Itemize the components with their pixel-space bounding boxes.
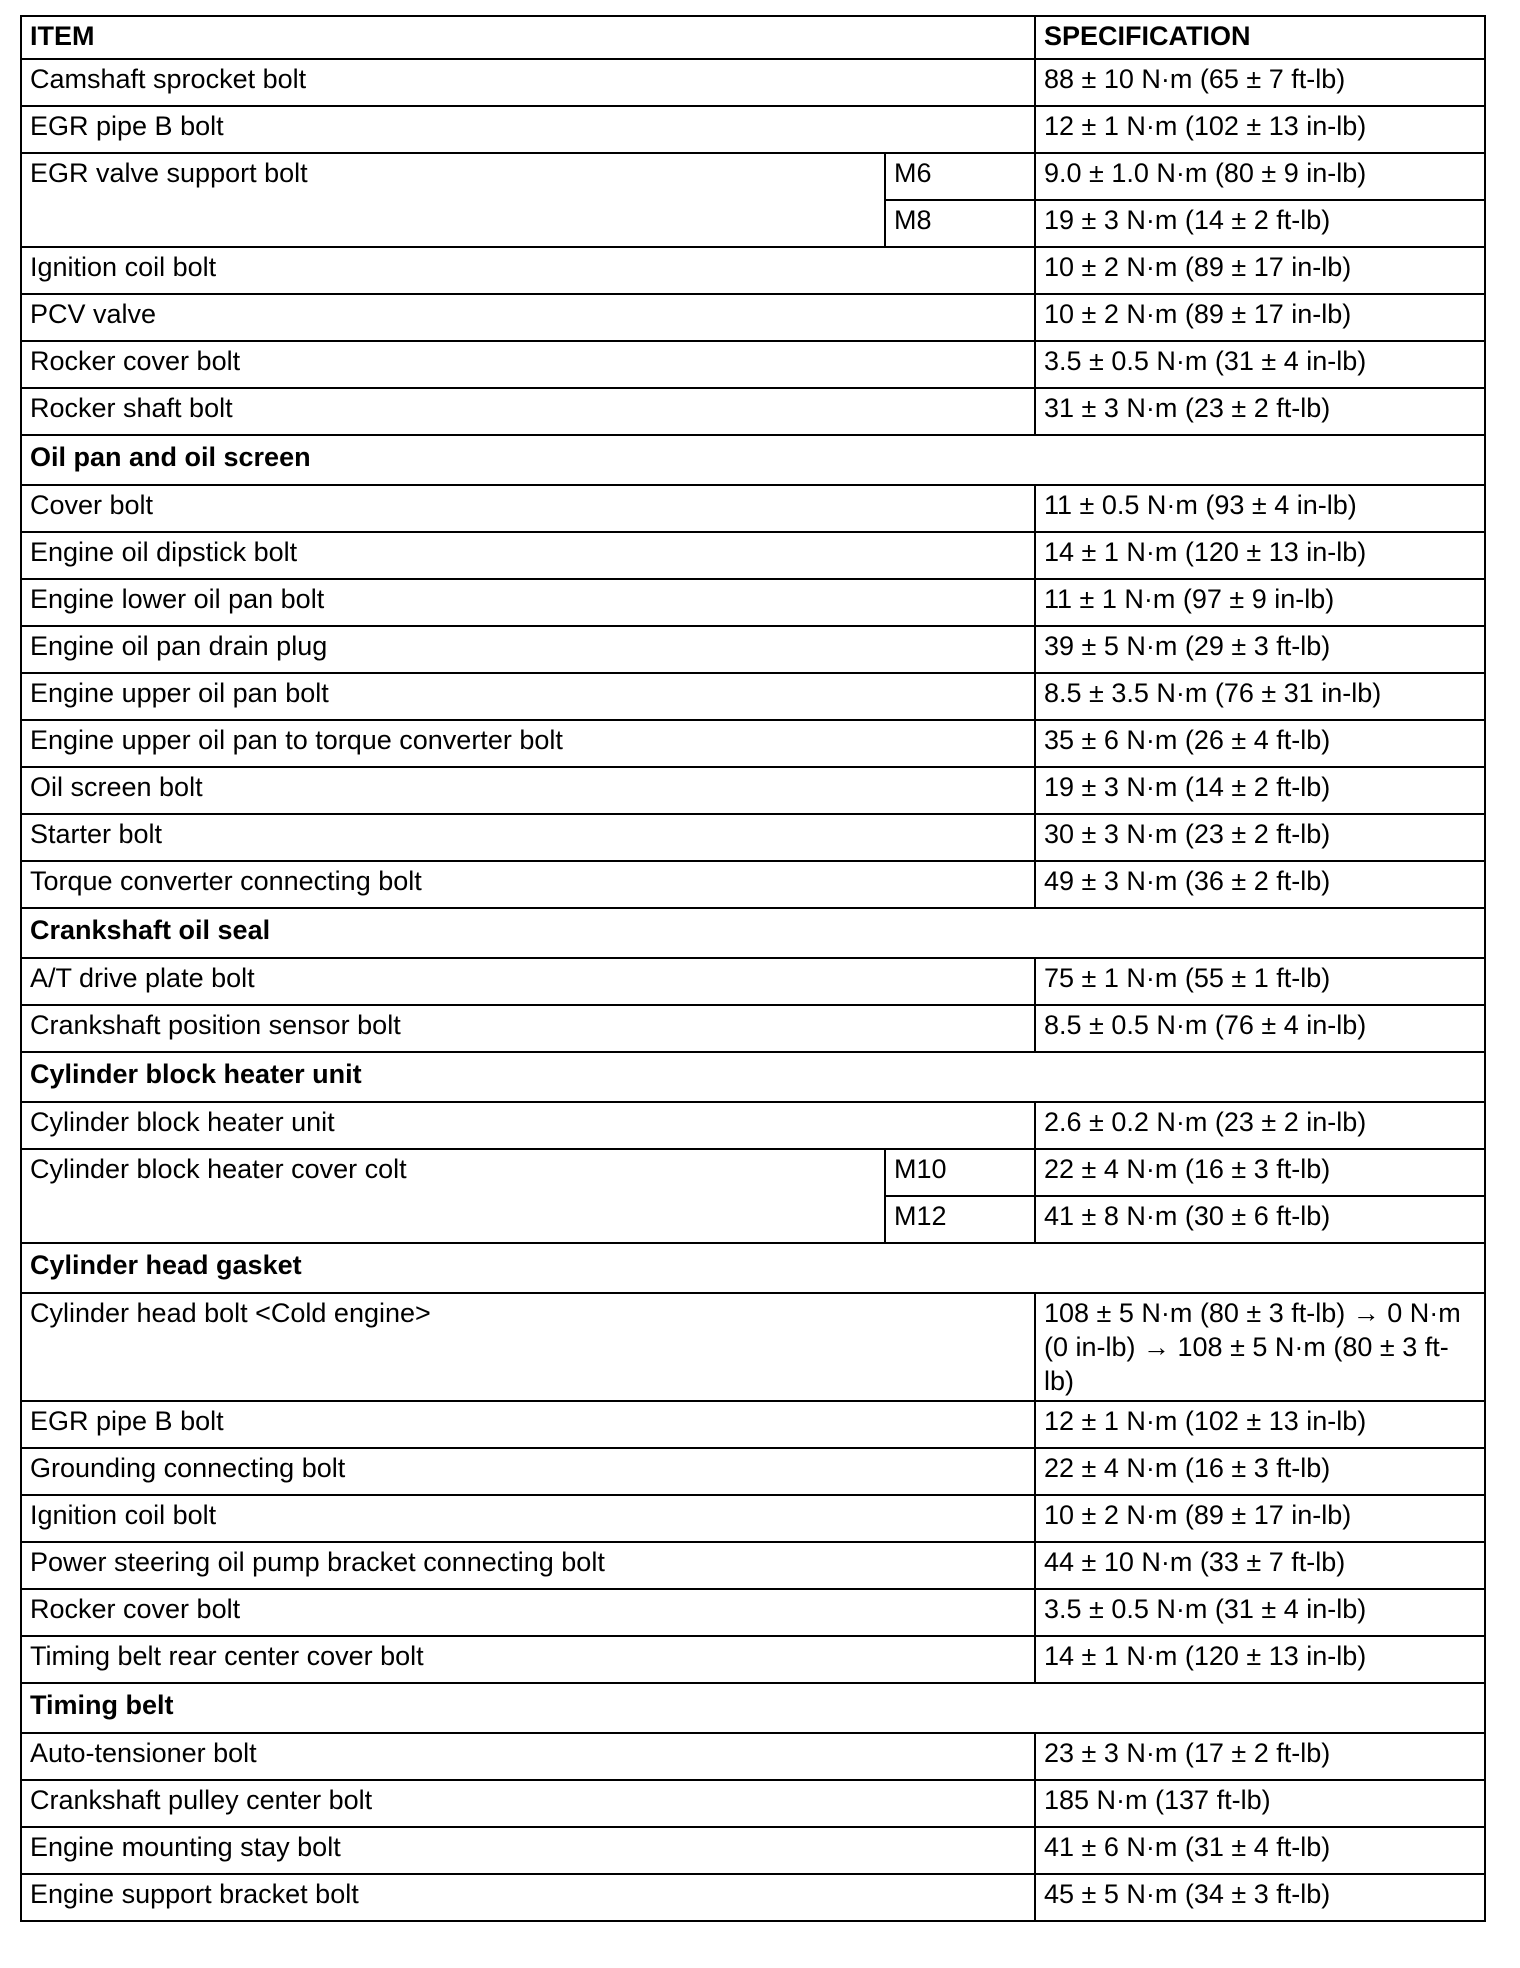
item-cell: PCV valve	[21, 294, 1035, 341]
item-cell: Cylinder block heater cover colt	[21, 1149, 885, 1243]
item-cell: Crankshaft pulley center bolt	[21, 1780, 1035, 1827]
table-row	[21, 861, 1485, 908]
spec-cell: 41 ± 8 N·m (30 ± 6 ft-lb)	[1035, 1196, 1485, 1243]
item-cell: Engine lower oil pan bolt	[21, 579, 1035, 626]
item-cell: Camshaft sprocket bolt	[21, 59, 1035, 106]
spec-cell: 19 ± 3 N·m (14 ± 2 ft-lb)	[1035, 767, 1485, 814]
table-row	[21, 294, 1485, 341]
spec-cell: 3.5 ± 0.5 N·m (31 ± 4 in-lb)	[1035, 1589, 1485, 1636]
item-cell: Timing belt rear center cover bolt	[21, 1636, 1035, 1683]
section-title: Crankshaft oil seal	[21, 908, 1485, 958]
item-cell: Cylinder head bolt <Cold engine>	[21, 1293, 1035, 1401]
item-cell: Oil screen bolt	[21, 767, 1035, 814]
section-row	[21, 1243, 1485, 1293]
spec-cell: 108 ± 5 N·m (80 ± 3 ft-lb) → 0 N·m (0 in-lb) → 108 ± 5 N·m (80 ± 3 ft-lb)	[1035, 1293, 1485, 1401]
spec-cell: 12 ± 1 N·m (102 ± 13 in-lb)	[1035, 106, 1485, 153]
item-cell: Engine mounting stay bolt	[21, 1827, 1035, 1874]
table-row	[21, 1495, 1485, 1542]
spec-cell: 8.5 ± 3.5 N·m (76 ± 31 in-lb)	[1035, 673, 1485, 720]
item-cell: Engine oil pan drain plug	[21, 626, 1035, 673]
section-title: Cylinder head gasket	[21, 1243, 1485, 1293]
spec-cell: 12 ± 1 N·m (102 ± 13 in-lb)	[1035, 1401, 1485, 1448]
section-title: Cylinder block heater unit	[21, 1052, 1485, 1102]
item-cell: Engine oil dipstick bolt	[21, 532, 1035, 579]
spec-cell: 10 ± 2 N·m (89 ± 17 in-lb)	[1035, 247, 1485, 294]
table-row	[21, 1401, 1485, 1448]
item-cell: Starter bolt	[21, 814, 1035, 861]
spec-cell: 19 ± 3 N·m (14 ± 2 ft-lb)	[1035, 200, 1485, 247]
item-cell: Rocker cover bolt	[21, 1589, 1035, 1636]
table-row	[21, 1780, 1485, 1827]
table-row	[21, 485, 1485, 532]
table-row	[21, 579, 1485, 626]
spec-cell: 88 ± 10 N·m (65 ± 7 ft-lb)	[1035, 59, 1485, 106]
spec-cell: 45 ± 5 N·m (34 ± 3 ft-lb)	[1035, 1874, 1485, 1921]
table-row	[21, 106, 1485, 153]
spec-cell: 11 ± 1 N·m (97 ± 9 in-lb)	[1035, 579, 1485, 626]
size-cell: M12	[885, 1196, 1035, 1243]
item-cell: Engine support bracket bolt	[21, 1874, 1035, 1921]
table-row	[21, 1448, 1485, 1495]
size-cell: M8	[885, 200, 1035, 247]
header-row	[21, 16, 1485, 59]
spec-cell: 22 ± 4 N·m (16 ± 3 ft-lb)	[1035, 1448, 1485, 1495]
table-row	[21, 1149, 1485, 1196]
item-cell: Cover bolt	[21, 485, 1035, 532]
table-row	[21, 1733, 1485, 1780]
spec-cell: 14 ± 1 N·m (120 ± 13 in-lb)	[1035, 1636, 1485, 1683]
table-row	[21, 767, 1485, 814]
spec-cell: 10 ± 2 N·m (89 ± 17 in-lb)	[1035, 294, 1485, 341]
spec-table-body	[21, 59, 1485, 1921]
table-row	[21, 1542, 1485, 1589]
spec-cell: 22 ± 4 N·m (16 ± 3 ft-lb)	[1035, 1149, 1485, 1196]
table-row	[21, 626, 1485, 673]
spec-cell: 14 ± 1 N·m (120 ± 13 in-lb)	[1035, 532, 1485, 579]
table-row	[21, 814, 1485, 861]
table-row	[21, 1874, 1485, 1921]
spec-cell: 35 ± 6 N·m (26 ± 4 ft-lb)	[1035, 720, 1485, 767]
spec-cell: 185 N·m (137 ft-lb)	[1035, 1780, 1485, 1827]
spec-cell: 75 ± 1 N·m (55 ± 1 ft-lb)	[1035, 958, 1485, 1005]
table-row	[21, 341, 1485, 388]
section-title: Timing belt	[21, 1683, 1485, 1733]
spec-cell: 39 ± 5 N·m (29 ± 3 ft-lb)	[1035, 626, 1485, 673]
table-row	[21, 673, 1485, 720]
table-row	[21, 1102, 1485, 1149]
table-row	[21, 388, 1485, 435]
item-cell: Engine upper oil pan to torque converter bolt	[21, 720, 1035, 767]
item-cell: Ignition coil bolt	[21, 1495, 1035, 1542]
item-header: ITEM	[21, 16, 1035, 59]
spec-cell: 23 ± 3 N·m (17 ± 2 ft-lb)	[1035, 1733, 1485, 1780]
item-cell: Engine upper oil pan bolt	[21, 673, 1035, 720]
spec-cell: 8.5 ± 0.5 N·m (76 ± 4 in-lb)	[1035, 1005, 1485, 1052]
item-cell: Grounding connecting bolt	[21, 1448, 1035, 1495]
table-row	[21, 1827, 1485, 1874]
spec-cell: 41 ± 6 N·m (31 ± 4 ft-lb)	[1035, 1827, 1485, 1874]
item-cell: Rocker shaft bolt	[21, 388, 1035, 435]
item-cell: A/T drive plate bolt	[21, 958, 1035, 1005]
section-row	[21, 1052, 1485, 1102]
section-row	[21, 1683, 1485, 1733]
spec-cell: 31 ± 3 N·m (23 ± 2 ft-lb)	[1035, 388, 1485, 435]
table-row	[21, 247, 1485, 294]
torque-spec-table	[20, 15, 1486, 1922]
item-cell: Rocker cover bolt	[21, 341, 1035, 388]
spec-cell: 11 ± 0.5 N·m (93 ± 4 in-lb)	[1035, 485, 1485, 532]
size-cell: M10	[885, 1149, 1035, 1196]
item-cell: EGR valve support bolt	[21, 153, 885, 247]
spec-cell: 3.5 ± 0.5 N·m (31 ± 4 in-lb)	[1035, 341, 1485, 388]
spec-cell: 10 ± 2 N·m (89 ± 17 in-lb)	[1035, 1495, 1485, 1542]
spec-cell: 9.0 ± 1.0 N·m (80 ± 9 in-lb)	[1035, 153, 1485, 200]
section-row	[21, 908, 1485, 958]
size-cell: M6	[885, 153, 1035, 200]
item-cell: Torque converter connecting bolt	[21, 861, 1035, 908]
item-cell: Crankshaft position sensor bolt	[21, 1005, 1035, 1052]
specification-header: SPECIFICATION	[1035, 16, 1485, 59]
table-row	[21, 720, 1485, 767]
table-row	[21, 1293, 1485, 1401]
spec-cell: 49 ± 3 N·m (36 ± 2 ft-lb)	[1035, 861, 1485, 908]
item-cell: Power steering oil pump bracket connecting bolt	[21, 1542, 1035, 1589]
table-row	[21, 153, 1485, 200]
section-row	[21, 435, 1485, 485]
item-cell: EGR pipe B bolt	[21, 106, 1035, 153]
section-title: Oil pan and oil screen	[21, 435, 1485, 485]
spec-cell: 2.6 ± 0.2 N·m (23 ± 2 in-lb)	[1035, 1102, 1485, 1149]
table-row	[21, 1636, 1485, 1683]
item-cell: Cylinder block heater unit	[21, 1102, 1035, 1149]
table-row	[21, 59, 1485, 106]
item-cell: Ignition coil bolt	[21, 247, 1035, 294]
item-cell: Auto-tensioner bolt	[21, 1733, 1035, 1780]
item-cell: EGR pipe B bolt	[21, 1401, 1035, 1448]
table-row	[21, 532, 1485, 579]
spec-cell: 44 ± 10 N·m (33 ± 7 ft-lb)	[1035, 1542, 1485, 1589]
table-row	[21, 958, 1485, 1005]
spec-cell: 30 ± 3 N·m (23 ± 2 ft-lb)	[1035, 814, 1485, 861]
table-row	[21, 1589, 1485, 1636]
table-row	[21, 1005, 1485, 1052]
